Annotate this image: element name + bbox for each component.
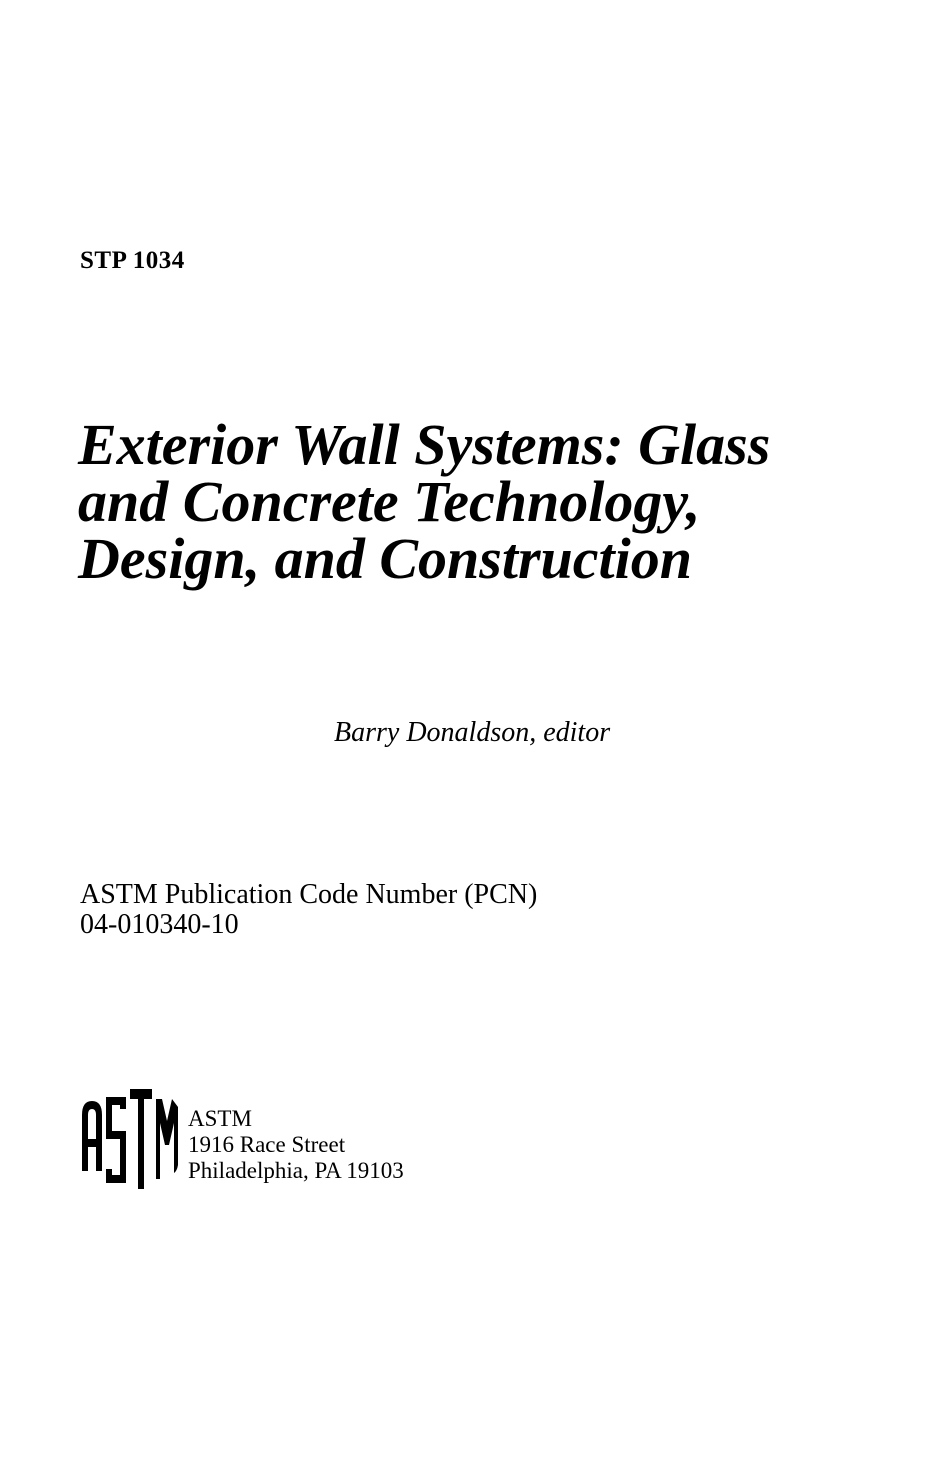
title-line-3: Design, and Construction — [78, 526, 693, 591]
publication-code — [80, 880, 537, 940]
publisher-street: 1916 Race Street — [188, 1132, 346, 1157]
title-line-1: Exterior Wall Systems: Glass — [78, 412, 771, 477]
editor-credit: Barry Donaldson, editor — [334, 717, 611, 748]
title-line-2: and Concrete Technology, — [78, 469, 701, 534]
publisher-address — [188, 1106, 404, 1184]
astm-logo-icon — [80, 1087, 180, 1191]
publisher-name: ASTM — [188, 1106, 252, 1131]
publisher-city: Philadelphia, PA 19103 — [188, 1158, 404, 1183]
pcn-label: ASTM Publication Code Number (PCN) — [80, 879, 538, 910]
book-title — [78, 412, 898, 591]
pcn-number: 04-010340-10 — [80, 909, 239, 940]
series-code: STP 1034 — [80, 247, 185, 274]
